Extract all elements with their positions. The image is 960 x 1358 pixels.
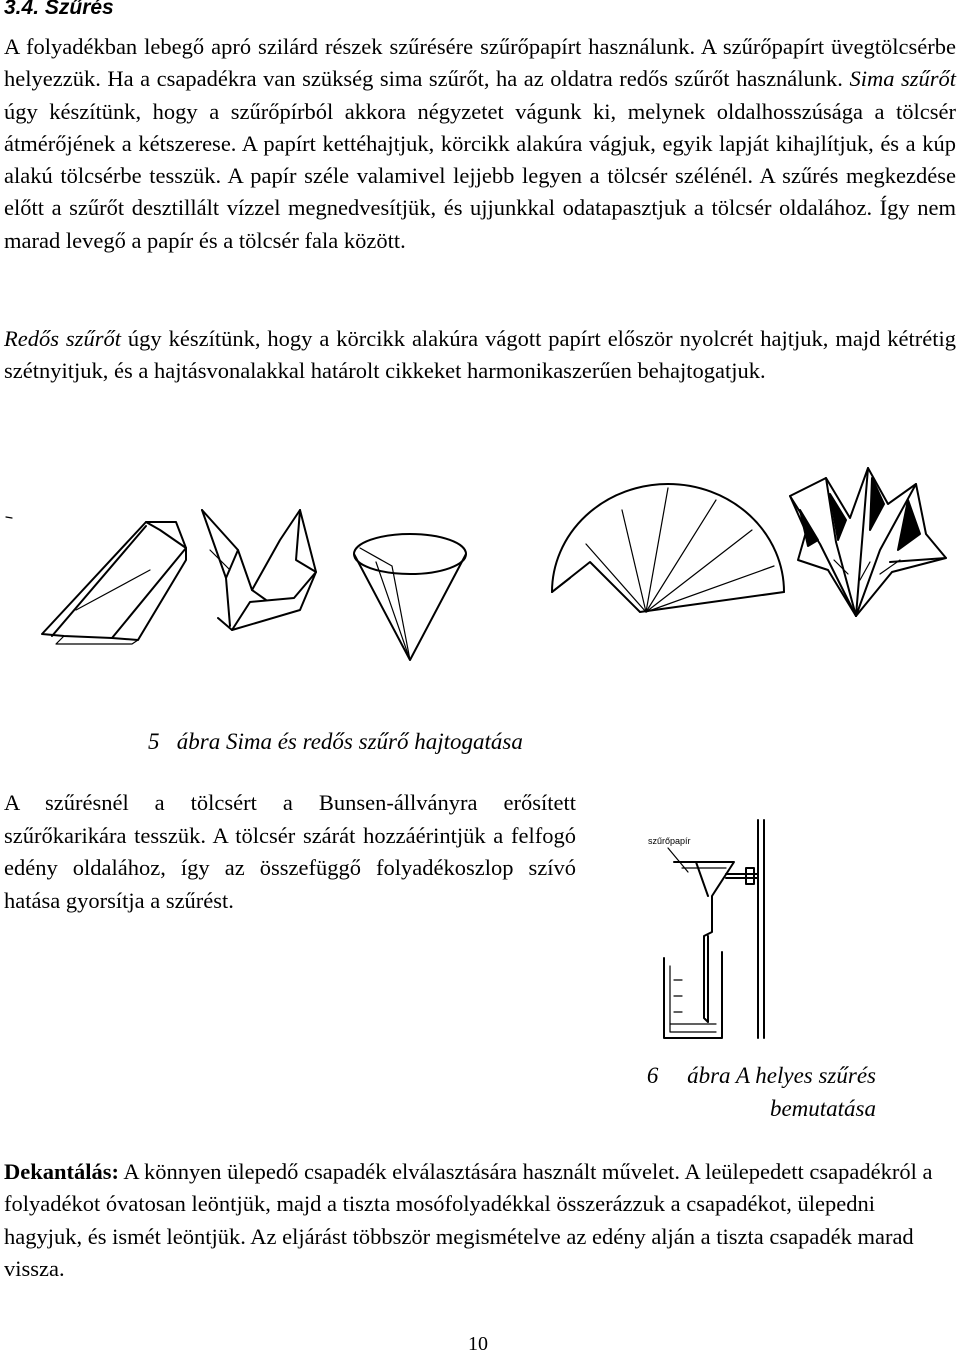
figure6-illustration <box>630 812 770 1052</box>
section-heading: 3.4. Szűrés <box>4 0 114 19</box>
figure6-number: 6 <box>646 1063 659 1088</box>
paragraph-sima-szuro <box>4 31 956 257</box>
paragraph1-emphasis: Sima szűrőt <box>849 66 957 92</box>
paragraph-redos-szuro <box>4 323 956 388</box>
figure5-caption-text: ábra Sima és redős szűrő hajtogatása <box>176 729 523 754</box>
paragraph-szures-modja: A szűrésnél a tölcsért a Bunsen-állványra erősített szűrőkarikára tesszük. A tölcsér szárát hozzáérintjük a felfogó edény oldalához, így az összefüggő folyadékoszlop szívó hatása gyorsítja a szűrést. <box>4 790 576 914</box>
paragraph-dekantalas <box>4 1156 944 1285</box>
figure6-caption <box>606 1059 876 1125</box>
figure5-number: 5 <box>148 729 160 754</box>
figure5-caption <box>148 725 523 758</box>
figure6-label: szűrőpapír <box>648 836 691 846</box>
paragraph1-text-b: úgy készítünk, hogy a szűrőpírból akkora négyzetet vágunk ki, melynek oldalhosszúsága a tölcsér átmérőjének a kétszerese. A papírt kettéhajtjuk, körcikk alakúra vágjuk, egyik lapját kihajlítjuk, és a kúp alakú tölcsérbe tesszük. A papír széle valamivel lejjebb legyen a tölcsér szélénél. A szűrés megkezdése előtt a szűrőt desztillált vízzel megnedvesítjük, és ujjunkkal odatapasztjuk a tölcsér oldalához. Így nem marad levegő a papír és a tölcsér fala között. <box>4 98 956 253</box>
page-number: 10 <box>468 1333 488 1355</box>
paragraph2-emphasis: Redős szűrőt <box>4 326 121 351</box>
beaker-icon <box>664 952 722 1038</box>
figure5-illustration <box>0 450 960 680</box>
dekantalas-term: Dekantálás: <box>4 1159 120 1184</box>
funnel-icon <box>674 862 734 1022</box>
figure6-caption-text2: bemutatása <box>769 1096 876 1121</box>
paragraph2-text: úgy készítünk, hogy a körcikk alakúra vágott papírt először nyolcrét hajtjuk, majd kétrétig szétnyitjuk, és a hajtásvonalakkal határolt cikkeket harmonikaszerűen behajtogatjuk. <box>4 326 956 384</box>
stand-rod-icon <box>758 820 764 1038</box>
pleated-filter-icon <box>0 450 960 680</box>
figure6-caption-line1 <box>606 1059 876 1092</box>
filtration-apparatus <box>630 812 770 1052</box>
figure6-caption-text1: ábra A helyes szűrés <box>687 1063 876 1088</box>
dekantalas-text: A könnyen ülepedő csapadék elválasztására használt művelet. A leülepedett csapadékról a folyadékot óvatosan leöntjük, majd a tiszta mosófolyadékkal összerázzuk a csapadékot, ülepedni hagyjuk, és ismét leöntjük. Az eljárást többször megismételve az edény alján a tiszta csapadék marad vissza. <box>4 1159 933 1281</box>
paragraph1-text-a: A folyadékban lebegő apró szilárd részek szűrésére szűrőpapírt használunk. A szűrőpapírt üvegtölcsérbe helyezzük. Ha a csapadékra van szükség sima szűrőt, ha az oldatra redős szűrőt használunk. <box>4 34 956 92</box>
